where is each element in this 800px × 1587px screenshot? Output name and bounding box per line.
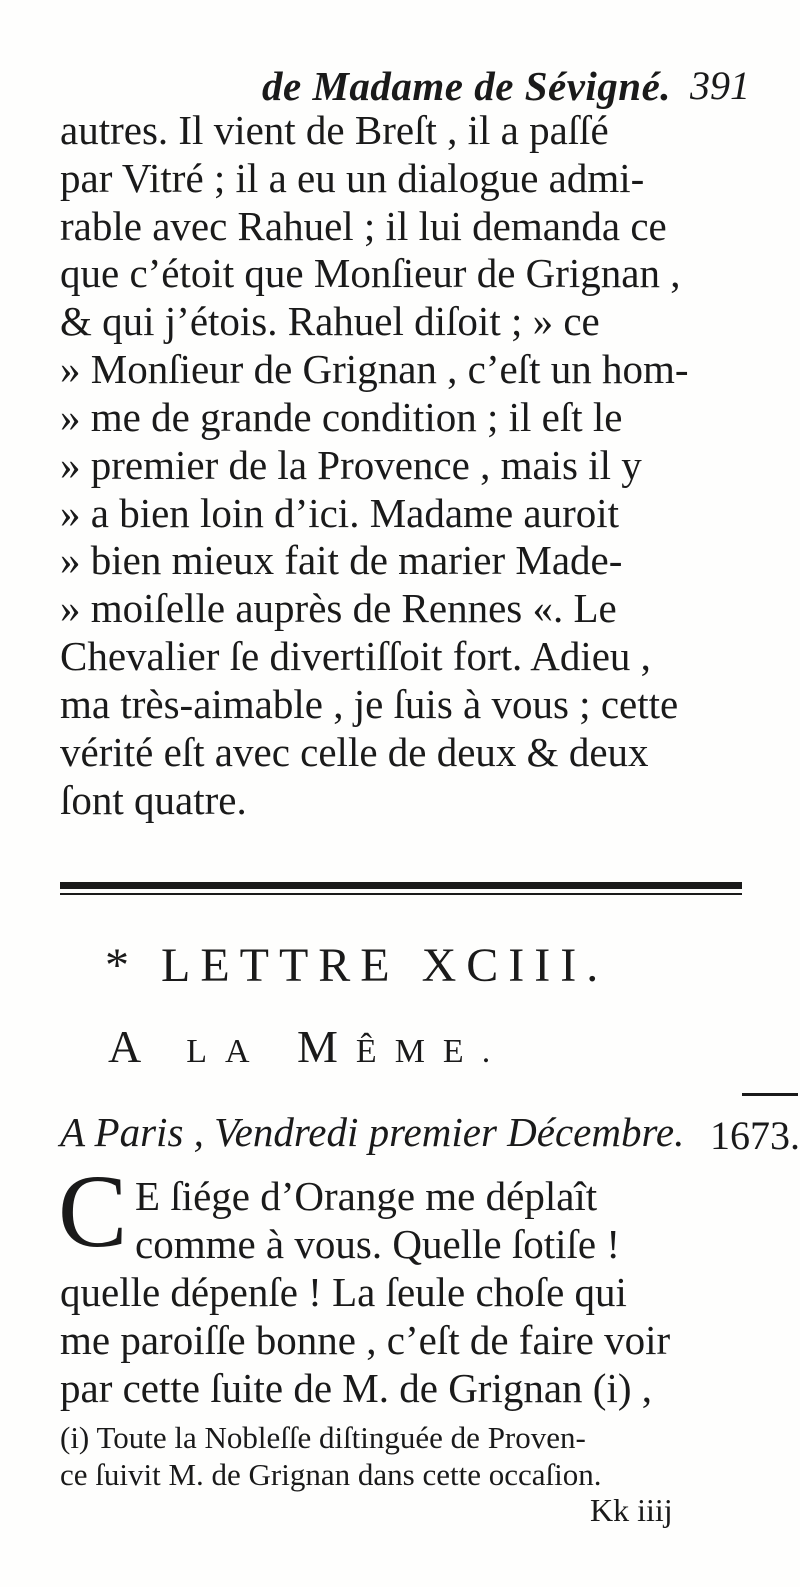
letter-body-line: quelle dépenſe ! La ſeule choſe qui <box>60 1269 627 1315</box>
text-line: » bien mieux fait de marier Made- <box>60 537 623 583</box>
letter-body-line: me paroiſſe bonne , c’eſt de faire voir <box>60 1317 671 1363</box>
text-line: par Vitré ; il a eu un dialogue admi- <box>60 155 645 201</box>
recipient-a: A <box>108 1021 157 1072</box>
running-head-title: de Madame de Sévigné. <box>262 63 672 109</box>
text-line: » Monſieur de Grignan , c’eſt un hom- <box>60 346 689 392</box>
letter-body-line: E ſiége d’Orange me déplaît <box>135 1173 598 1219</box>
text-line: que c’étoit que Monſieur de Grignan , <box>60 250 681 296</box>
page-number: 391 <box>690 63 750 108</box>
margin-rule <box>742 1093 798 1096</box>
recipient-eme: ÊME. <box>355 1033 509 1070</box>
letter-dateline: A Paris , Vendredi premier Décembre. <box>60 1109 685 1155</box>
text-line: » premier de la Provence , mais il y <box>60 442 642 488</box>
letter-title: * LETTRE XCIII. <box>105 939 609 992</box>
text-line: autres. Il vient de Breſt , il a paſſé <box>60 107 609 153</box>
text-line: Chevalier ſe divertiſſoit fort. Adieu , <box>60 633 651 679</box>
drop-cap: C <box>58 1154 128 1269</box>
text-line: » me de grande condition ; il eſt le <box>60 394 623 440</box>
text-line: » a bien loin d’ici. Madame auroit <box>60 490 620 536</box>
text-line: » moiſelle auprès de Rennes «. Le <box>60 585 617 631</box>
text-line: ſont quatre. <box>60 777 247 823</box>
text-line: ma très-aimable , je ſuis à vous ; cette <box>60 681 679 727</box>
signature-mark: Kk iiij <box>590 1492 673 1528</box>
margin-year: 1673. <box>710 1113 800 1158</box>
recipient-la: LA <box>186 1033 268 1070</box>
letter-body-line: par cette ſuite de M. de Grignan (i) , <box>60 1365 652 1411</box>
section-divider-thin <box>60 893 742 895</box>
text-line: rable avec Rahuel ; il lui demanda ce <box>60 203 667 249</box>
text-line: vérité eſt avec celle de deux & deux <box>60 729 649 775</box>
letter-body-line: comme à vous. Quelle ſotiſe ! <box>135 1221 621 1267</box>
footnote-line: ce ſuivit M. de Grignan dans cette occaſion. <box>60 1457 602 1492</box>
text-line: & qui j’étois. Rahuel diſoit ; » ce <box>60 298 600 344</box>
letter-recipient <box>108 1020 508 1073</box>
recipient-m: M <box>297 1021 356 1072</box>
footnote-line: (i) Toute la Nobleſſe diſtinguée de Proven- <box>60 1420 586 1455</box>
section-divider-thick <box>60 882 742 889</box>
running-head <box>0 62 800 112</box>
